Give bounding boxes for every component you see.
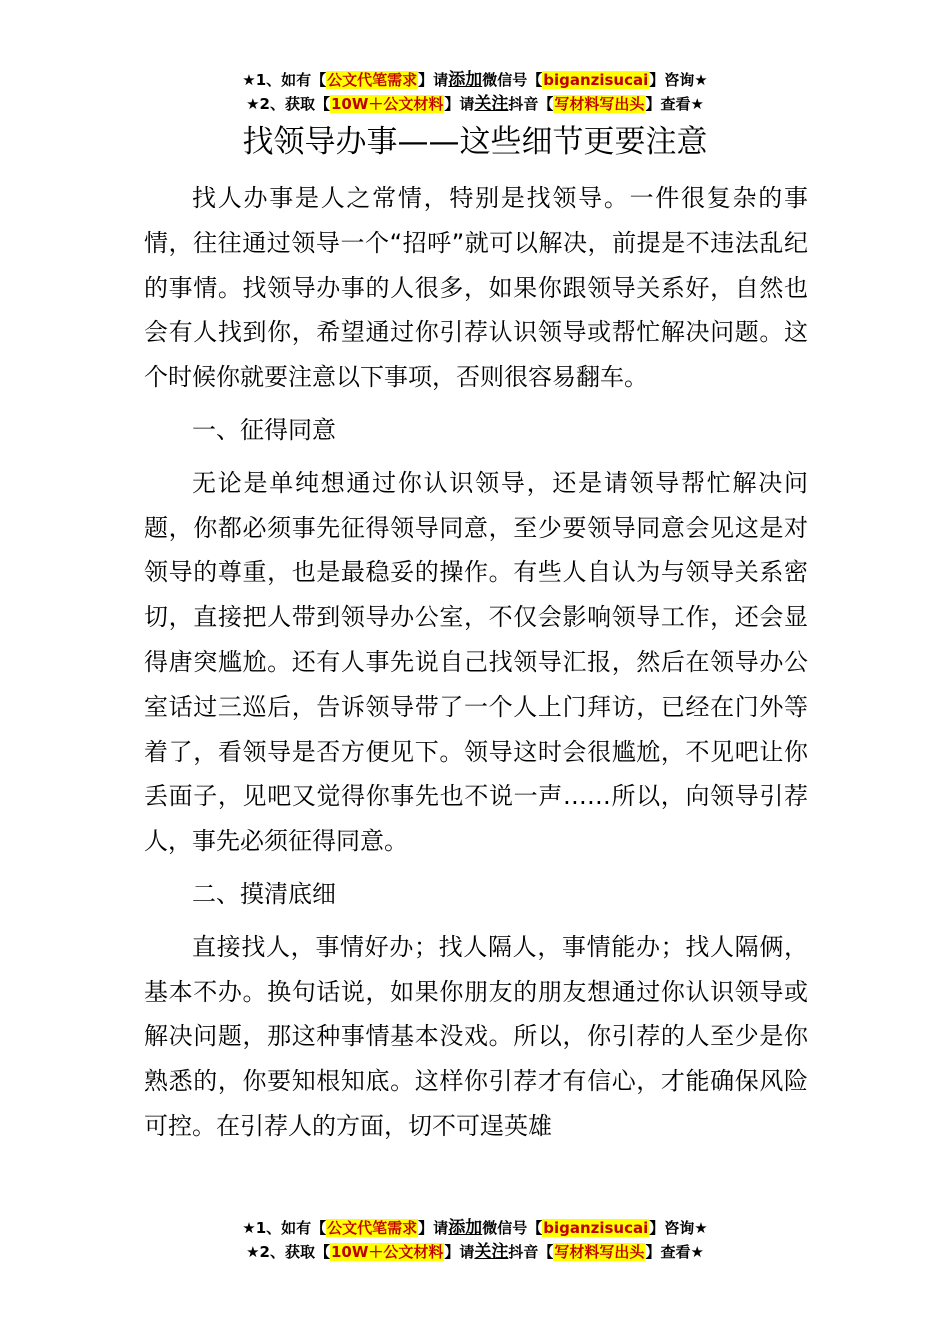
star-icon: ★ (690, 1243, 704, 1261)
promo-text: 2、获取【 (259, 95, 330, 113)
section-heading-2: 二、摸清底细 (192, 879, 336, 908)
section-paragraph-1: 无论是单纯想通过你认识领导，还是请领导帮忙解决问题，你都必须事先征得领导同意，至少要领导同意会见这是对领导的尊重，也是最稳妥的操作。有些人自认为与领导关系密切，直接把人带到领导办公室，不仅会影响领导工作，还会显得唐突尴尬。还有人事先说自己找领导汇报，然后在领导办公室话过三巡后，告诉领导带了一个人上门拜访，已经在门外等着了，看领导是否方便见下。领导这时会很尴尬，不见吧让你丢面子，见吧又觉得你事先也不说一声……所以，向领导引荐人，事先必须征得同意。 (144, 468, 808, 856)
highlight-douyin-account: 写材料写出头 (554, 1243, 645, 1261)
promo-text: 】查看 (645, 95, 691, 113)
highlight-wechat-id: biganzisucai (543, 71, 649, 89)
promo-text: 微信号【 (482, 71, 543, 89)
promo-text: 】咨询 (649, 1219, 695, 1237)
promo-text: 】请 (444, 1243, 475, 1261)
highlight-service: 公文代笔需求 (327, 71, 418, 89)
star-icon: ★ (246, 95, 260, 113)
highlight-douyin-account: 写材料写出头 (554, 95, 645, 113)
underlined-text: 关注 (474, 94, 509, 114)
highlight-service: 公文代笔需求 (327, 1219, 418, 1237)
underlined-text: 添加 (448, 1218, 483, 1238)
promo-text: 】请 (418, 1219, 449, 1237)
promo-text: 】查看 (645, 1243, 691, 1261)
star-icon: ★ (694, 71, 708, 89)
promo-banner-bottom (0, 1216, 950, 1264)
promo-line-2 (0, 92, 950, 116)
promo-text: 1、如有【 (255, 1219, 327, 1237)
star-icon: ★ (694, 1219, 708, 1237)
promo-text: 1、如有【 (255, 71, 327, 89)
promo-text: 】咨询 (649, 71, 695, 89)
highlight-materials: 10W＋公文材料 (330, 1243, 444, 1261)
promo-banner-top (0, 68, 950, 116)
star-icon: ★ (690, 95, 704, 113)
promo-line-1 (0, 1216, 950, 1240)
document-title: 找领导办事——这些细节更要注意 (242, 124, 708, 160)
promo-text: 微信号【 (482, 1219, 543, 1237)
star-icon: ★ (242, 71, 256, 89)
promo-line-2 (0, 1240, 950, 1264)
promo-text: 】请 (444, 95, 475, 113)
promo-text: 抖音【 (508, 1243, 554, 1261)
section-heading-1: 一、征得同意 (192, 415, 336, 444)
promo-line-1 (0, 68, 950, 92)
promo-text: 2、获取【 (259, 1243, 330, 1261)
promo-text: 抖音【 (508, 95, 554, 113)
intro-paragraph: 找人办事是人之常情，特别是找领导。一件很复杂的事情，往往通过领导一个“招呼”就可以解决，前提是不违法乱纪的事情。找领导办事的人很多，如果你跟领导关系好，自然也会有人找到你，希望通过你引荐认识领导或帮忙解决问题。这个时候你就要注意以下事项，否则很容易翻车。 (144, 184, 808, 392)
star-icon: ★ (246, 1243, 260, 1261)
underlined-text: 添加 (448, 70, 483, 90)
star-icon: ★ (242, 1219, 256, 1237)
highlight-materials: 10W＋公文材料 (330, 95, 444, 113)
highlight-wechat-id: biganzisucai (543, 1219, 649, 1237)
document-body (144, 176, 808, 1149)
underlined-text: 关注 (474, 1242, 509, 1262)
section-paragraph-2: 直接找人，事情好办；找人隔人，事情能办；找人隔俩，基本不办。换句话说，如果你朋友的朋友想通过你认识领导或解决问题，那这种事情基本没戏。所以，你引荐的人至少是你熟悉的，你要知根知底。这样你引荐才有信心，才能确保风险可控。在引荐人的方面，切不可逞英雄 (144, 932, 808, 1140)
promo-text: 】请 (418, 71, 449, 89)
